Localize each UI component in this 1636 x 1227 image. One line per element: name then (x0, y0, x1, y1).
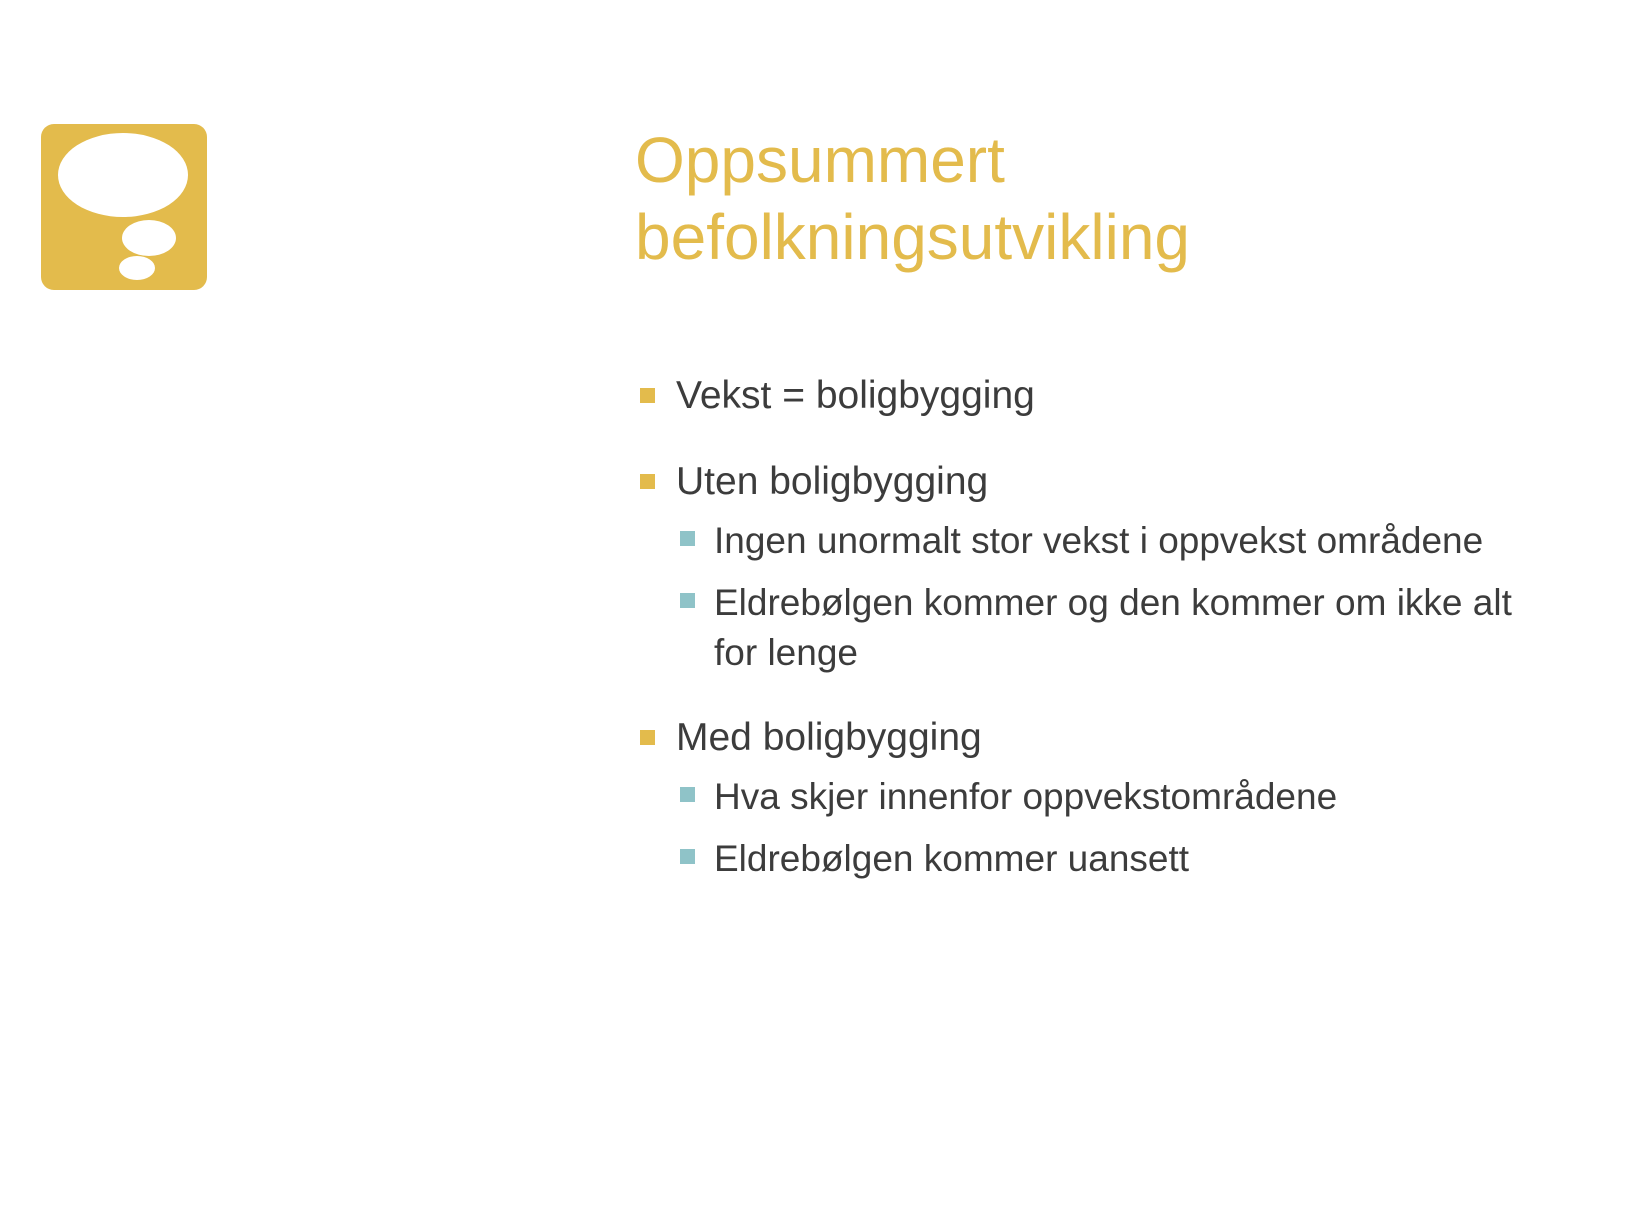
square-bullet-icon (640, 474, 655, 489)
sub-bullet-text: Ingen unormalt stor vekst i oppvekst områdene (714, 520, 1484, 561)
sub-bullet-list (676, 772, 1518, 884)
bullet-text: Vekst = boligbygging (676, 374, 1035, 417)
sub-bullet-item (676, 772, 1518, 822)
sub-bullet-text: Eldrebølgen kommer uansett (714, 838, 1190, 879)
bullet-item (638, 456, 1518, 678)
square-sub-bullet-icon (680, 531, 695, 546)
sub-bullet-item (676, 516, 1518, 566)
thought-bubble-icon (41, 124, 207, 290)
slide-title (635, 122, 1190, 276)
square-sub-bullet-icon (680, 593, 695, 608)
sub-bullet-text: Eldrebølgen kommer og den kommer om ikke alt for lenge (714, 582, 1512, 673)
square-bullet-icon (640, 388, 655, 403)
sub-bullet-text: Hva skjer innenfor oppvekstområdene (714, 776, 1338, 817)
sub-bullet-item (676, 834, 1518, 884)
bullet-text: Uten boligbygging (676, 460, 989, 503)
square-bullet-icon (640, 730, 655, 745)
bullet-item (638, 712, 1518, 884)
slide-title-line-1: Oppsummert (635, 124, 1005, 196)
sub-bullet-item (676, 578, 1518, 678)
square-sub-bullet-icon (680, 849, 695, 864)
bullet-item (638, 370, 1518, 422)
square-sub-bullet-icon (680, 787, 695, 802)
bullet-list (638, 370, 1518, 918)
slide-title-line-2: befolkningsutvikling (635, 201, 1190, 273)
sub-bullet-list (676, 516, 1518, 678)
bullet-text: Med boligbygging (676, 716, 982, 759)
